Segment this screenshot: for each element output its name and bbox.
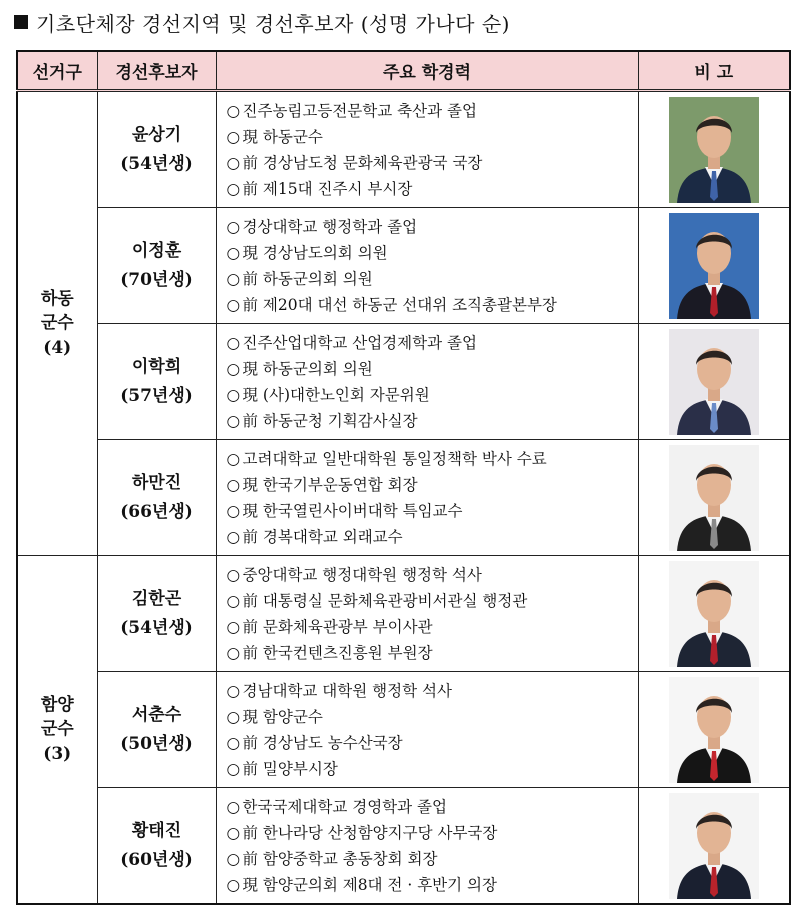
- career-item: [227, 356, 638, 382]
- table-row: [17, 672, 790, 788]
- table-row: [17, 208, 790, 324]
- career-item: [227, 820, 638, 846]
- table-row: [17, 556, 790, 672]
- career-text: 경상대학교 행정학과 졸업: [242, 217, 418, 236]
- square-bullet-icon: [14, 15, 28, 29]
- table-row: [17, 91, 790, 208]
- portrait-silhouette-icon: [669, 677, 759, 783]
- portrait-silhouette-icon: [669, 213, 759, 319]
- career-text: 前 함양중학교 총동창회 회장: [242, 849, 438, 868]
- circle-bullet-icon: ○: [226, 153, 241, 172]
- circle-bullet-icon: ○: [226, 875, 241, 894]
- career-text: 前 대통령실 문화체육관광비서관실 행정관: [242, 591, 528, 610]
- career-text: 진주산업대학교 산업경제학과 졸업: [242, 333, 477, 352]
- career-cell: [216, 324, 638, 440]
- circle-bullet-icon: ○: [226, 475, 241, 494]
- portrait-silhouette-icon: [669, 793, 759, 899]
- circle-bullet-icon: ○: [226, 359, 241, 378]
- candidate-cell: [97, 788, 216, 905]
- candidate-portrait-image: [669, 793, 759, 899]
- candidate-portrait-image: [669, 329, 759, 435]
- photo-cell: [638, 788, 790, 905]
- candidate-birth-year: (70년생): [120, 269, 193, 290]
- candidate-birth-year: (60년생): [120, 849, 193, 870]
- candidate-birth-year: (54년생): [120, 617, 193, 638]
- career-item: [227, 588, 638, 614]
- career-text: 고려대학교 일반대학원 통일정책학 박사 수료: [242, 449, 547, 468]
- career-text: 現 (사)대한노인회 자문위원: [242, 385, 430, 404]
- career-text: 前 한국컨텐츠진흥원 부원장: [242, 643, 433, 662]
- career-cell: [216, 91, 638, 208]
- circle-bullet-icon: ○: [226, 643, 241, 662]
- career-item: [227, 562, 638, 588]
- candidate-name: 하만진: [131, 473, 182, 494]
- candidate-portrait-image: [669, 97, 759, 203]
- career-cell: [216, 440, 638, 556]
- photo-cell: [638, 672, 790, 788]
- portrait-silhouette-icon: [669, 329, 759, 435]
- header-candidate: 경선후보자: [97, 51, 216, 91]
- career-list: [227, 98, 638, 202]
- candidate-portrait-image: [669, 677, 759, 783]
- candidate-birth-year: (54년생): [120, 153, 193, 174]
- career-text: 前 하동군의회 의원: [242, 269, 373, 288]
- career-item: [227, 472, 638, 498]
- career-item: [227, 730, 638, 756]
- career-item: [227, 330, 638, 356]
- career-text: 現 하동군의회 의원: [242, 359, 373, 378]
- candidate-name: 윤상기: [131, 125, 182, 146]
- career-item: [227, 266, 638, 292]
- circle-bullet-icon: ○: [226, 759, 241, 778]
- circle-bullet-icon: ○: [226, 849, 241, 868]
- table-row: [17, 788, 790, 905]
- career-item: [227, 498, 638, 524]
- circle-bullet-icon: ○: [226, 179, 241, 198]
- photo-cell: [638, 440, 790, 556]
- career-text: 現 함양군수: [242, 707, 323, 726]
- career-item: [227, 292, 638, 318]
- candidate-portrait-image: [669, 213, 759, 319]
- career-list: [227, 794, 638, 898]
- career-list: [227, 562, 638, 666]
- circle-bullet-icon: ○: [226, 385, 241, 404]
- circle-bullet-icon: ○: [226, 449, 241, 468]
- photo-cell: [638, 324, 790, 440]
- career-item: [227, 214, 638, 240]
- circle-bullet-icon: ○: [226, 565, 241, 584]
- career-item: [227, 640, 638, 666]
- photo-cell: [638, 556, 790, 672]
- career-cell: [216, 788, 638, 905]
- table-header-row: [17, 51, 790, 91]
- career-item: [227, 150, 638, 176]
- candidate-cell: [97, 91, 216, 208]
- circle-bullet-icon: ○: [226, 217, 241, 236]
- career-cell: [216, 556, 638, 672]
- career-text: 前 밀양부시장: [242, 759, 338, 778]
- career-text: 前 경상남도청 문화체육관광국 국장: [242, 153, 483, 172]
- district-name: 하동: [40, 288, 74, 309]
- career-list: [227, 678, 638, 782]
- career-text: 現 하동군수: [242, 127, 323, 146]
- career-item: [227, 176, 638, 202]
- district-name: 함양: [40, 694, 74, 715]
- table-row: [17, 440, 790, 556]
- candidate-cell: [97, 556, 216, 672]
- career-item: [227, 872, 638, 898]
- district-cell: [17, 556, 97, 905]
- circle-bullet-icon: ○: [226, 295, 241, 314]
- circle-bullet-icon: ○: [226, 733, 241, 752]
- career-item: [227, 678, 638, 704]
- header-career: 주요 학경력: [216, 51, 638, 91]
- candidate-birth-year: (50년생): [120, 733, 193, 754]
- candidate-name: 황태진: [131, 821, 182, 842]
- district-name2: 군수: [40, 313, 74, 334]
- circle-bullet-icon: ○: [226, 333, 241, 352]
- career-text: 現 함양군의회 제8대 전 · 후반기 의장: [242, 875, 498, 894]
- career-item: [227, 794, 638, 820]
- circle-bullet-icon: ○: [226, 411, 241, 430]
- circle-bullet-icon: ○: [226, 823, 241, 842]
- career-item: [227, 846, 638, 872]
- district-name2: 군수: [40, 719, 74, 740]
- career-text: 前 제15대 진주시 부시장: [242, 179, 413, 198]
- career-item: [227, 382, 638, 408]
- career-text: 前 경상남도 농수산국장: [242, 733, 403, 752]
- circle-bullet-icon: ○: [226, 101, 241, 120]
- career-item: [227, 756, 638, 782]
- candidate-name: 이학희: [131, 357, 182, 378]
- career-text: 現 한국기부운동연합 회장: [242, 475, 418, 494]
- career-list: [227, 330, 638, 434]
- district-count: (4): [43, 337, 72, 358]
- career-item: [227, 408, 638, 434]
- career-cell: [216, 208, 638, 324]
- district-cell: [17, 91, 97, 556]
- career-item: [227, 704, 638, 730]
- career-cell: [216, 672, 638, 788]
- candidate-name: 이정훈: [131, 241, 182, 262]
- career-text: 現 한국열린사이버대학 특임교수: [242, 501, 463, 520]
- portrait-silhouette-icon: [669, 445, 759, 551]
- career-item: [227, 446, 638, 472]
- candidate-name: 김한곤: [131, 589, 182, 610]
- circle-bullet-icon: ○: [226, 243, 241, 262]
- circle-bullet-icon: ○: [226, 127, 241, 146]
- circle-bullet-icon: ○: [226, 681, 241, 700]
- candidate-birth-year: (57년생): [120, 385, 193, 406]
- candidate-cell: [97, 208, 216, 324]
- circle-bullet-icon: ○: [226, 527, 241, 546]
- career-text: 前 제20대 대선 하동군 선대위 조직총괄본부장: [242, 295, 557, 314]
- circle-bullet-icon: ○: [226, 591, 241, 610]
- career-item: [227, 524, 638, 550]
- table-row: [17, 324, 790, 440]
- circle-bullet-icon: ○: [226, 269, 241, 288]
- document-title: 기초단체장 경선지역 및 경선후보자 (성명 가나다 순): [36, 11, 510, 36]
- candidate-portrait-image: [669, 561, 759, 667]
- candidate-cell: [97, 672, 216, 788]
- career-text: 前 문화체육관광부 부이사관: [242, 617, 433, 636]
- career-list: [227, 214, 638, 318]
- candidate-name: 서춘수: [131, 705, 182, 726]
- candidate-portrait-image: [669, 445, 759, 551]
- portrait-silhouette-icon: [669, 97, 759, 203]
- candidate-table: [16, 50, 791, 905]
- career-item: [227, 98, 638, 124]
- career-item: [227, 240, 638, 266]
- candidate-birth-year: (66년생): [120, 501, 193, 522]
- career-text: 경남대학교 대학원 행정학 석사: [242, 681, 452, 700]
- photo-cell: [638, 91, 790, 208]
- circle-bullet-icon: ○: [226, 797, 241, 816]
- portrait-silhouette-icon: [669, 561, 759, 667]
- career-text: 前 하동군청 기획감사실장: [242, 411, 418, 430]
- document-title-block: [14, 6, 510, 38]
- career-list: [227, 446, 638, 550]
- header-remarks: 비 고: [638, 51, 790, 91]
- career-text: 진주농림고등전문학교 축산과 졸업: [242, 101, 477, 120]
- header-district: 선거구: [17, 51, 97, 91]
- career-item: [227, 614, 638, 640]
- circle-bullet-icon: ○: [226, 501, 241, 520]
- candidate-cell: [97, 324, 216, 440]
- career-text: 前 경복대학교 외래교수: [242, 527, 403, 546]
- career-text: 중앙대학교 행정대학원 행정학 석사: [242, 565, 482, 584]
- career-text: 한국국제대학교 경영학과 졸업: [242, 797, 448, 816]
- district-count: (3): [43, 743, 72, 764]
- circle-bullet-icon: ○: [226, 707, 241, 726]
- photo-cell: [638, 208, 790, 324]
- career-text: 前 한나라당 산청함양지구당 사무국장: [242, 823, 498, 842]
- career-item: [227, 124, 638, 150]
- circle-bullet-icon: ○: [226, 617, 241, 636]
- career-text: 現 경상남도의회 의원: [242, 243, 388, 262]
- candidate-cell: [97, 440, 216, 556]
